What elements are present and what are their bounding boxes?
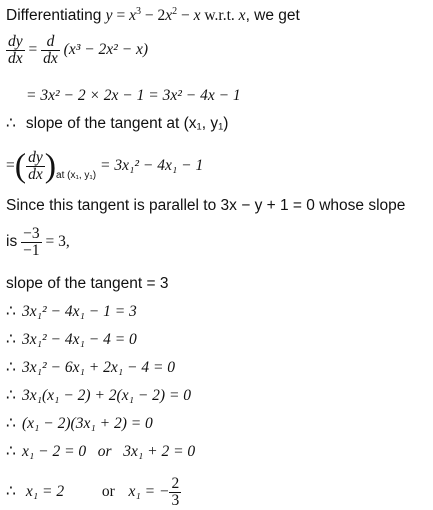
is-text: is: [6, 233, 18, 251]
answer-2-fraction: $\frac{2}{3}$: [171, 475, 180, 509]
dy-dx-fraction: $\frac{dy}{dx}$: [8, 33, 23, 67]
intro-text: Differentiating: [6, 7, 106, 24]
slope-value: = 3x₁² − 4x₁ − 1: [100, 157, 204, 175]
slope-computation: [6, 226, 70, 259]
we-get-text: , we get: [245, 7, 300, 24]
step-6: ∴ x₁ − 2 = 0 or 3x₁ + 2 = 0: [6, 443, 196, 460]
therefore-icon: ∴: [6, 331, 16, 348]
answer-2-prefix: x₁ = −: [128, 483, 170, 501]
therefore-icon: ∴: [6, 359, 16, 376]
slope-fraction: $\frac{-3}{-1}$: [23, 225, 40, 259]
wrt-var: x: [238, 7, 246, 24]
evaluation-point: at (x₁, y₁): [56, 170, 97, 182]
therefore-icon: ∴: [6, 443, 16, 460]
final-answer: [6, 476, 181, 509]
step-4: ∴ 3x₁(x₁ − 2) + 2(x₁ − 2) = 0: [6, 387, 192, 404]
step-2: ∴ 3x₁² − 4x₁ − 4 = 0: [6, 331, 137, 348]
slope-equals: slope of the tangent = 3: [6, 275, 169, 292]
intro-line: Differentiating $y = x^3 - 2x^2 - x$ w.r.t. x, we get: [6, 5, 300, 24]
therefore-icon: ∴: [6, 387, 16, 404]
answer-1: x₁ = 2: [25, 483, 65, 501]
slope-heading: [6, 114, 228, 134]
function-expression: y: [105, 7, 113, 24]
wrt-text: w.r.t.: [204, 7, 239, 24]
slope-fraction-result: = 3,: [45, 233, 70, 251]
therefore-icon: ∴: [6, 303, 16, 320]
therefore-icon: ∴: [6, 483, 16, 501]
step-5: ∴ (x₁ − 2)(3x₁ + 2) = 0: [6, 415, 153, 432]
derivative-line: $\frac{dy}{dx}$ = $\frac{d}{dx}$ (x³ − 2x² − x): [8, 33, 149, 67]
step-1: ∴ 3x₁² − 4x₁ − 1 = 3: [6, 303, 137, 320]
dy-dx-fraction-2: $\frac{dy}{dx}$: [28, 149, 43, 183]
d-dx-fraction: $\frac{d}{dx}$: [43, 33, 58, 67]
therefore-icon: ∴: [6, 415, 16, 432]
step-3: ∴ 3x₁² − 6x₁ + 2x₁ − 4 = 0: [6, 359, 176, 376]
parallel-statement: Since this tangent is parallel to 3x − y + 1 = 0 whose slope: [6, 197, 406, 214]
or-text: or: [101, 483, 115, 501]
derivative-argument: (x³ − 2x² − x): [63, 41, 149, 59]
therefore-icon: ∴: [6, 115, 16, 132]
derivative-result: = 3x² − 2 × 2x − 1 = 3x² − 4x − 1: [26, 87, 241, 104]
slope-expression: =( $\frac{dy}{dx}$ )$_{at (x_1, y_1)} = 3x_1^2 - 4x_1 - 1$: [6, 147, 204, 185]
slope-heading-text: slope of the tangent at (x₁, y₁): [25, 115, 229, 132]
